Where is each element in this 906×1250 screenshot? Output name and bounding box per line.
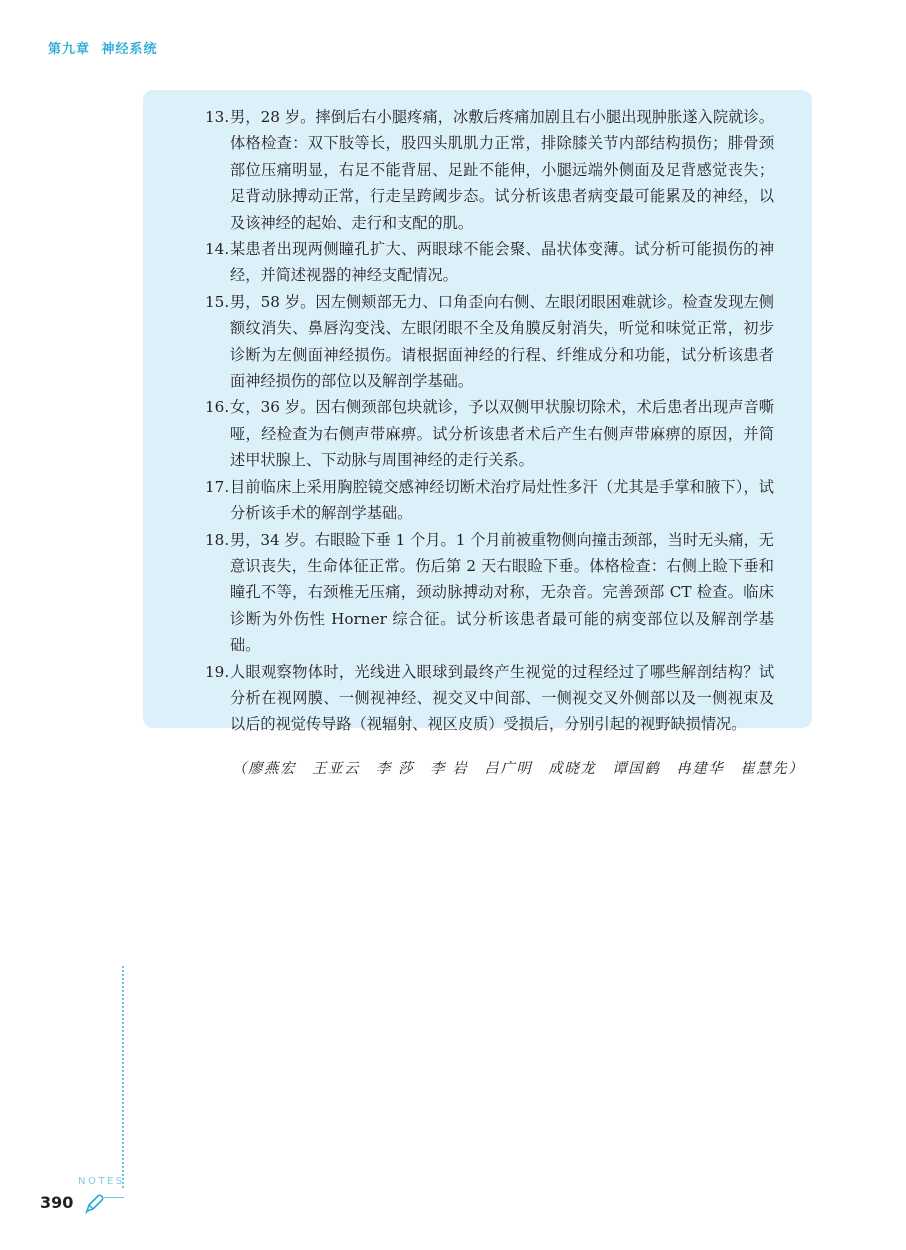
question-item-13 [205, 104, 774, 236]
question-text: 某患者出现两侧瞳孔扩大、两眼球不能会聚、晶状体变薄。试分析可能损伤的神经，并简述视器的神经支配情况。 [230, 240, 774, 285]
page-number: 390 [40, 1193, 74, 1212]
notes-underline [104, 1197, 124, 1198]
question-number: 14. [205, 240, 230, 259]
question-text: 男，58 岁。因左侧颊部无力、口角歪向右侧、左眼闭眼困难就诊。检查发现左侧额纹消失、鼻唇沟变浅、左眼闭眼不全及角膜反射消失，听觉和味觉正常，初步诊断为左侧面神经损伤。请根据面神经的行程、纤维成分和功能，试分析该患者面神经损伤的部位以及解剖学基础。 [230, 292, 774, 391]
question-item-16 [205, 394, 774, 473]
question-number: 15. [205, 292, 230, 311]
pencil-icon [83, 1193, 105, 1215]
chapter-number: 第九章 [48, 42, 91, 57]
question-item-19 [205, 659, 774, 738]
chapter-title: 神经系统 [101, 42, 158, 57]
question-number: 16. [205, 398, 230, 417]
question-item-18 [205, 527, 774, 659]
author-list: （廖燕宏 王亚云 李 莎 李 岩 吕广明 成晓龙 谭国鹤 冉建华 崔慧先） [232, 761, 805, 777]
question-item-15 [205, 289, 774, 395]
question-text: 女，36 岁。因右侧颈部包块就诊，予以双侧甲状腺切除术，术后患者出现声音嘶哑，经检查为右侧声带麻痹。试分析该患者术后产生右侧声带麻痹的原因，并简述甲状腺上、下动脉与周围神经的走行关系。 [230, 398, 774, 470]
question-text: 男，28 岁。摔倒后右小腿疼痛，冰敷后疼痛加剧且右小腿出现肿胀遂入院就诊。体格检查：双下肢等长，股四头肌肌力正常，排除膝关节内部结构损伤；腓骨颈部位压痛明显，右足不能背屈、足趾不能伸，小腿远端外侧面及足背感觉丧失；足背动脉搏动正常，行走呈跨阈步态。试分析该患者病变最可能累及的神经，以及该神经的起始、走行和支配的肌。 [230, 108, 774, 232]
notes-label: NOTES [78, 1176, 125, 1187]
question-item-17 [205, 474, 774, 527]
question-number: 17. [205, 477, 230, 496]
question-text: 目前临床上采用胸腔镜交感神经切断术治疗局灶性多汗（尤其是手掌和腋下），试分析该手术的解剖学基础。 [230, 477, 774, 523]
question-box [143, 90, 812, 734]
question-text: 人眼观察物体时，光线进入眼球到最终产生视觉的过程经过了哪些解剖结构？试分析在视网膜、一侧视神经、视交叉中间部、一侧视交叉外侧部以及一侧视束及以后的视觉传导路（视辐射、视区皮质）受损后，分别引起的视野缺损情况。 [230, 662, 774, 734]
notes-margin-line [122, 966, 124, 1188]
question-number: 19. [205, 662, 230, 681]
question-text: 男，34 岁。右眼睑下垂 1 个月。1 个月前被重物侧向撞击颈部，当时无头痛，无意识丧失，生命体征正常。伤后第 2 天右眼睑下垂。体格检查：右侧上睑下垂和瞳孔不等，右颈椎无压痛，颈动脉搏动对称，无杂音。完善颈部 CT 检查。临床诊断为外伤性 Horner 综合征。试分析该患者最可能的病变部位以及解剖学基础。 [230, 530, 774, 655]
question-item-14 [205, 236, 774, 289]
chapter-header [48, 38, 158, 57]
question-number: 18. [205, 530, 230, 549]
question-number: 13. [205, 108, 230, 126]
